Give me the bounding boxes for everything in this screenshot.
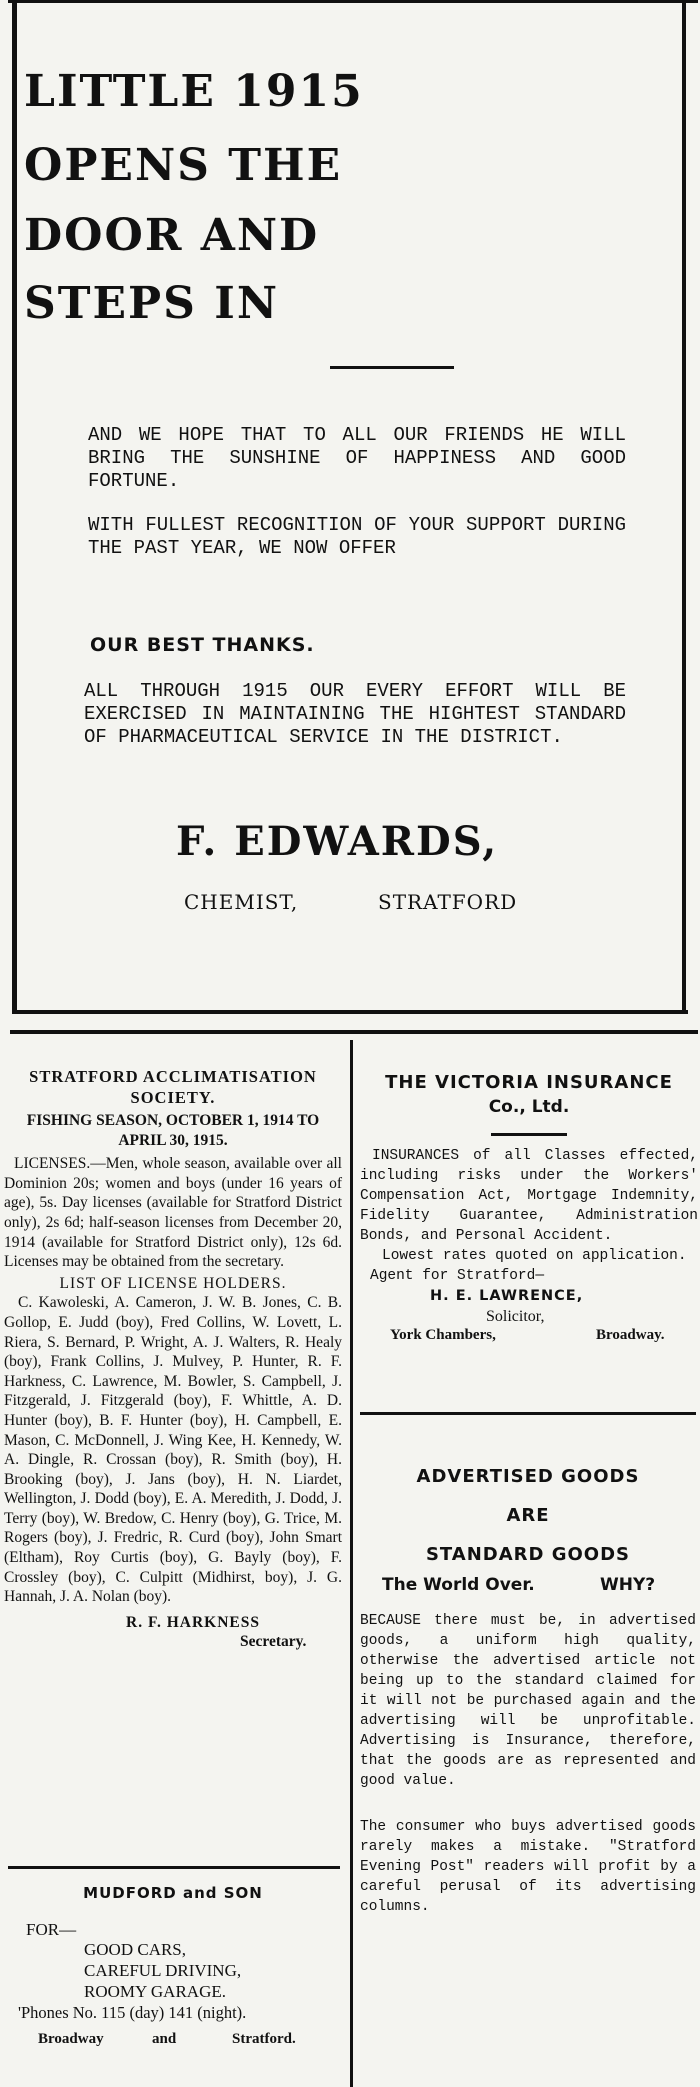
license-holders: C. Kawoleski, A. Cameron, J. W. B. Jones, C. B. Gollop, E. Judd (boy), Fred Collins, W. Lovett, L. Riera, S. Bernard, P. Wright, A. J. Walters, R. Healy (boy), Frank Collins, J. Mulvey, P. Hunter, R. F. Harkness, C. Lawrence, M. Bowler, S. Campbell, J. Fitzgerald, J. Fitzgerald (boy), F. Whittle, A. D. Hunter (boy), B. F. Hunter (boy), H. Campbell, E. Mason, C. McDonnell, J. Wing Kee, H. Kennedy, W. A. Dingle, R. Crossan (boy), R. Smith (boy), H. Brooking (boy), J. Jans (boy), H. N. Liardet, Wellington, J. Dodd (boy), E. A. Meredith, J. Dodd, J. Terry (boy), W. Bredow, C. Henry (boy), G. Trice, M. Rogers (boy), J. Fredric, R. Curd (boy), John Smart (Eltham), Roy Curtis (boy), G. Bayly (boy), F. Crossley (boy), C. Culpitt (Midhirst, boy), J. G. Hannah, J. A. Nolan (boy). [4, 1294, 342, 1606]
chemist-title: CHEMIST, [184, 890, 299, 914]
ornament-rule [330, 366, 454, 369]
mudford-phones: 'Phones No. 115 (day) 141 (night). [18, 2003, 247, 2023]
mudford-broadway: Broadway [38, 2031, 104, 2048]
mudford-careful-driving: CAREFUL DRIVING, [84, 1961, 242, 1981]
victoria-insurance-ad [360, 1072, 698, 1349]
column-divider [350, 1040, 353, 2087]
secretary-title: Secretary. [240, 1633, 307, 1651]
victoria-address [360, 1327, 698, 1349]
list-heading: LIST OF LICENSE HOLDERS. [59, 1274, 287, 1292]
victoria-agent: Agent for Stratford— [370, 1268, 545, 1284]
advertised-body: BECAUSE there must be, in advertised goods, a uniform high quality, otherwise the advertised article not being up to the standard claimed for it will not be purchased again and the advertising will be unprofitable. Advertising is Insurance, therefore, that the goods are as represented and good value. [360, 1613, 696, 1789]
mudford-address [4, 2030, 342, 2052]
right-column-rule [360, 1412, 696, 1415]
left-column-rule [8, 1866, 340, 1869]
world-over-row [360, 1575, 696, 1601]
ad-bottom-rule [12, 1010, 688, 1014]
mudford-for: FOR— [26, 1919, 77, 1939]
fishing-season: FISHING SEASON, OCTOBER 1, 1914 TO APRIL 30, 1915. [26, 1112, 320, 1149]
advertised-line-1: ADVERTISED GOODS [416, 1466, 640, 1487]
headline-line-3: DOOR AND [24, 210, 320, 261]
section-divider [10, 1030, 698, 1034]
ad-left-border [12, 0, 17, 1010]
victoria-york-chambers: York Chambers, [390, 1327, 496, 1343]
licenses-paragraph: LICENSES.—Men, whole season, available over all Dominion 20s; women and boys (under 16 years of age), 5s. Day licenses (available for Stratford District only), 2s 6d; half-season licenses from December 20, 1914 (available for Stratford District only), 12s 6d. Licenses may be obtained from the secretary. [4, 1155, 342, 1271]
mudford-stratford: Stratford. [232, 2031, 296, 2048]
mudford-heading: MUDFORD and SON [83, 1884, 263, 1902]
edwards-name: F. EDWARDS, [176, 818, 499, 865]
secretary-name: R. F. HARKNESS [126, 1613, 261, 1631]
victoria-agent-name: H. E. LAWRENCE, [430, 1288, 584, 1304]
victoria-body: INSURANCES of all Classes effected, including risks under the Workers' Compensation Act, Mortgage Indemnity, Fidelity Guarantee, Administration Bonds, and Personal Accident. [360, 1148, 698, 1244]
ad-right-border [682, 0, 686, 1012]
top-rule [8, 0, 698, 3]
victoria-rates: Lowest rates quoted on application. [382, 1248, 687, 1264]
victoria-rule [491, 1133, 567, 1136]
why: WHY? [600, 1575, 656, 1595]
headline-line-2: OPENS THE [24, 140, 343, 191]
advertised-goods-ad [360, 1466, 696, 1917]
acclimatisation-notice [4, 1066, 342, 1652]
headline-line-4: STEPS IN [24, 278, 280, 329]
victoria-role: Solicitor, [486, 1308, 545, 1325]
world-over: The World Over. [382, 1575, 535, 1595]
hope-paragraph: AND WE HOPE THAT TO ALL OUR FRIENDS HE WILL BRING THE SUNSHINE OF HAPPINESS AND GOOD FORTUNE. [88, 424, 626, 492]
consumer-paragraph: The consumer who buys advertised goods rarely makes a mistake. "Stratford Evening Post" readers will profit by a careful perusal of its advertising columns. [360, 1819, 696, 1915]
acclimatisation-heading: STRATFORD ACCLIMATISATION SOCIETY. [29, 1067, 317, 1107]
advertised-line-2: ARE [506, 1505, 550, 1526]
recognition-paragraph: WITH FULLEST RECOGNITION OF YOUR SUPPORT DURING THE PAST YEAR, WE NOW OFFER [88, 514, 626, 559]
mudford-ad [4, 1884, 342, 2052]
victoria-company: Co., Ltd. [488, 1097, 570, 1117]
best-thanks: OUR BEST THANKS. [90, 634, 315, 656]
effort-paragraph: ALL THROUGH 1915 OUR EVERY EFFORT WILL BE EXERCISED IN MAINTAINING THE HIGHTEST STANDARD OF PHARMACEUTICAL SERVICE IN THE DISTRICT. [84, 680, 626, 748]
headline-line-1: LITTLE 1915 [24, 66, 364, 117]
stratford-town: STRATFORD [378, 890, 518, 914]
advertised-line-3: STANDARD GOODS [425, 1544, 631, 1565]
victoria-heading: THE VICTORIA INSURANCE [385, 1072, 673, 1093]
victoria-broadway: Broadway. [596, 1327, 665, 1343]
mudford-good-cars: GOOD CARS, [84, 1940, 187, 1960]
mudford-roomy-garage: ROOMY GARAGE. [84, 1982, 226, 2002]
mudford-and: and [152, 2031, 177, 2048]
